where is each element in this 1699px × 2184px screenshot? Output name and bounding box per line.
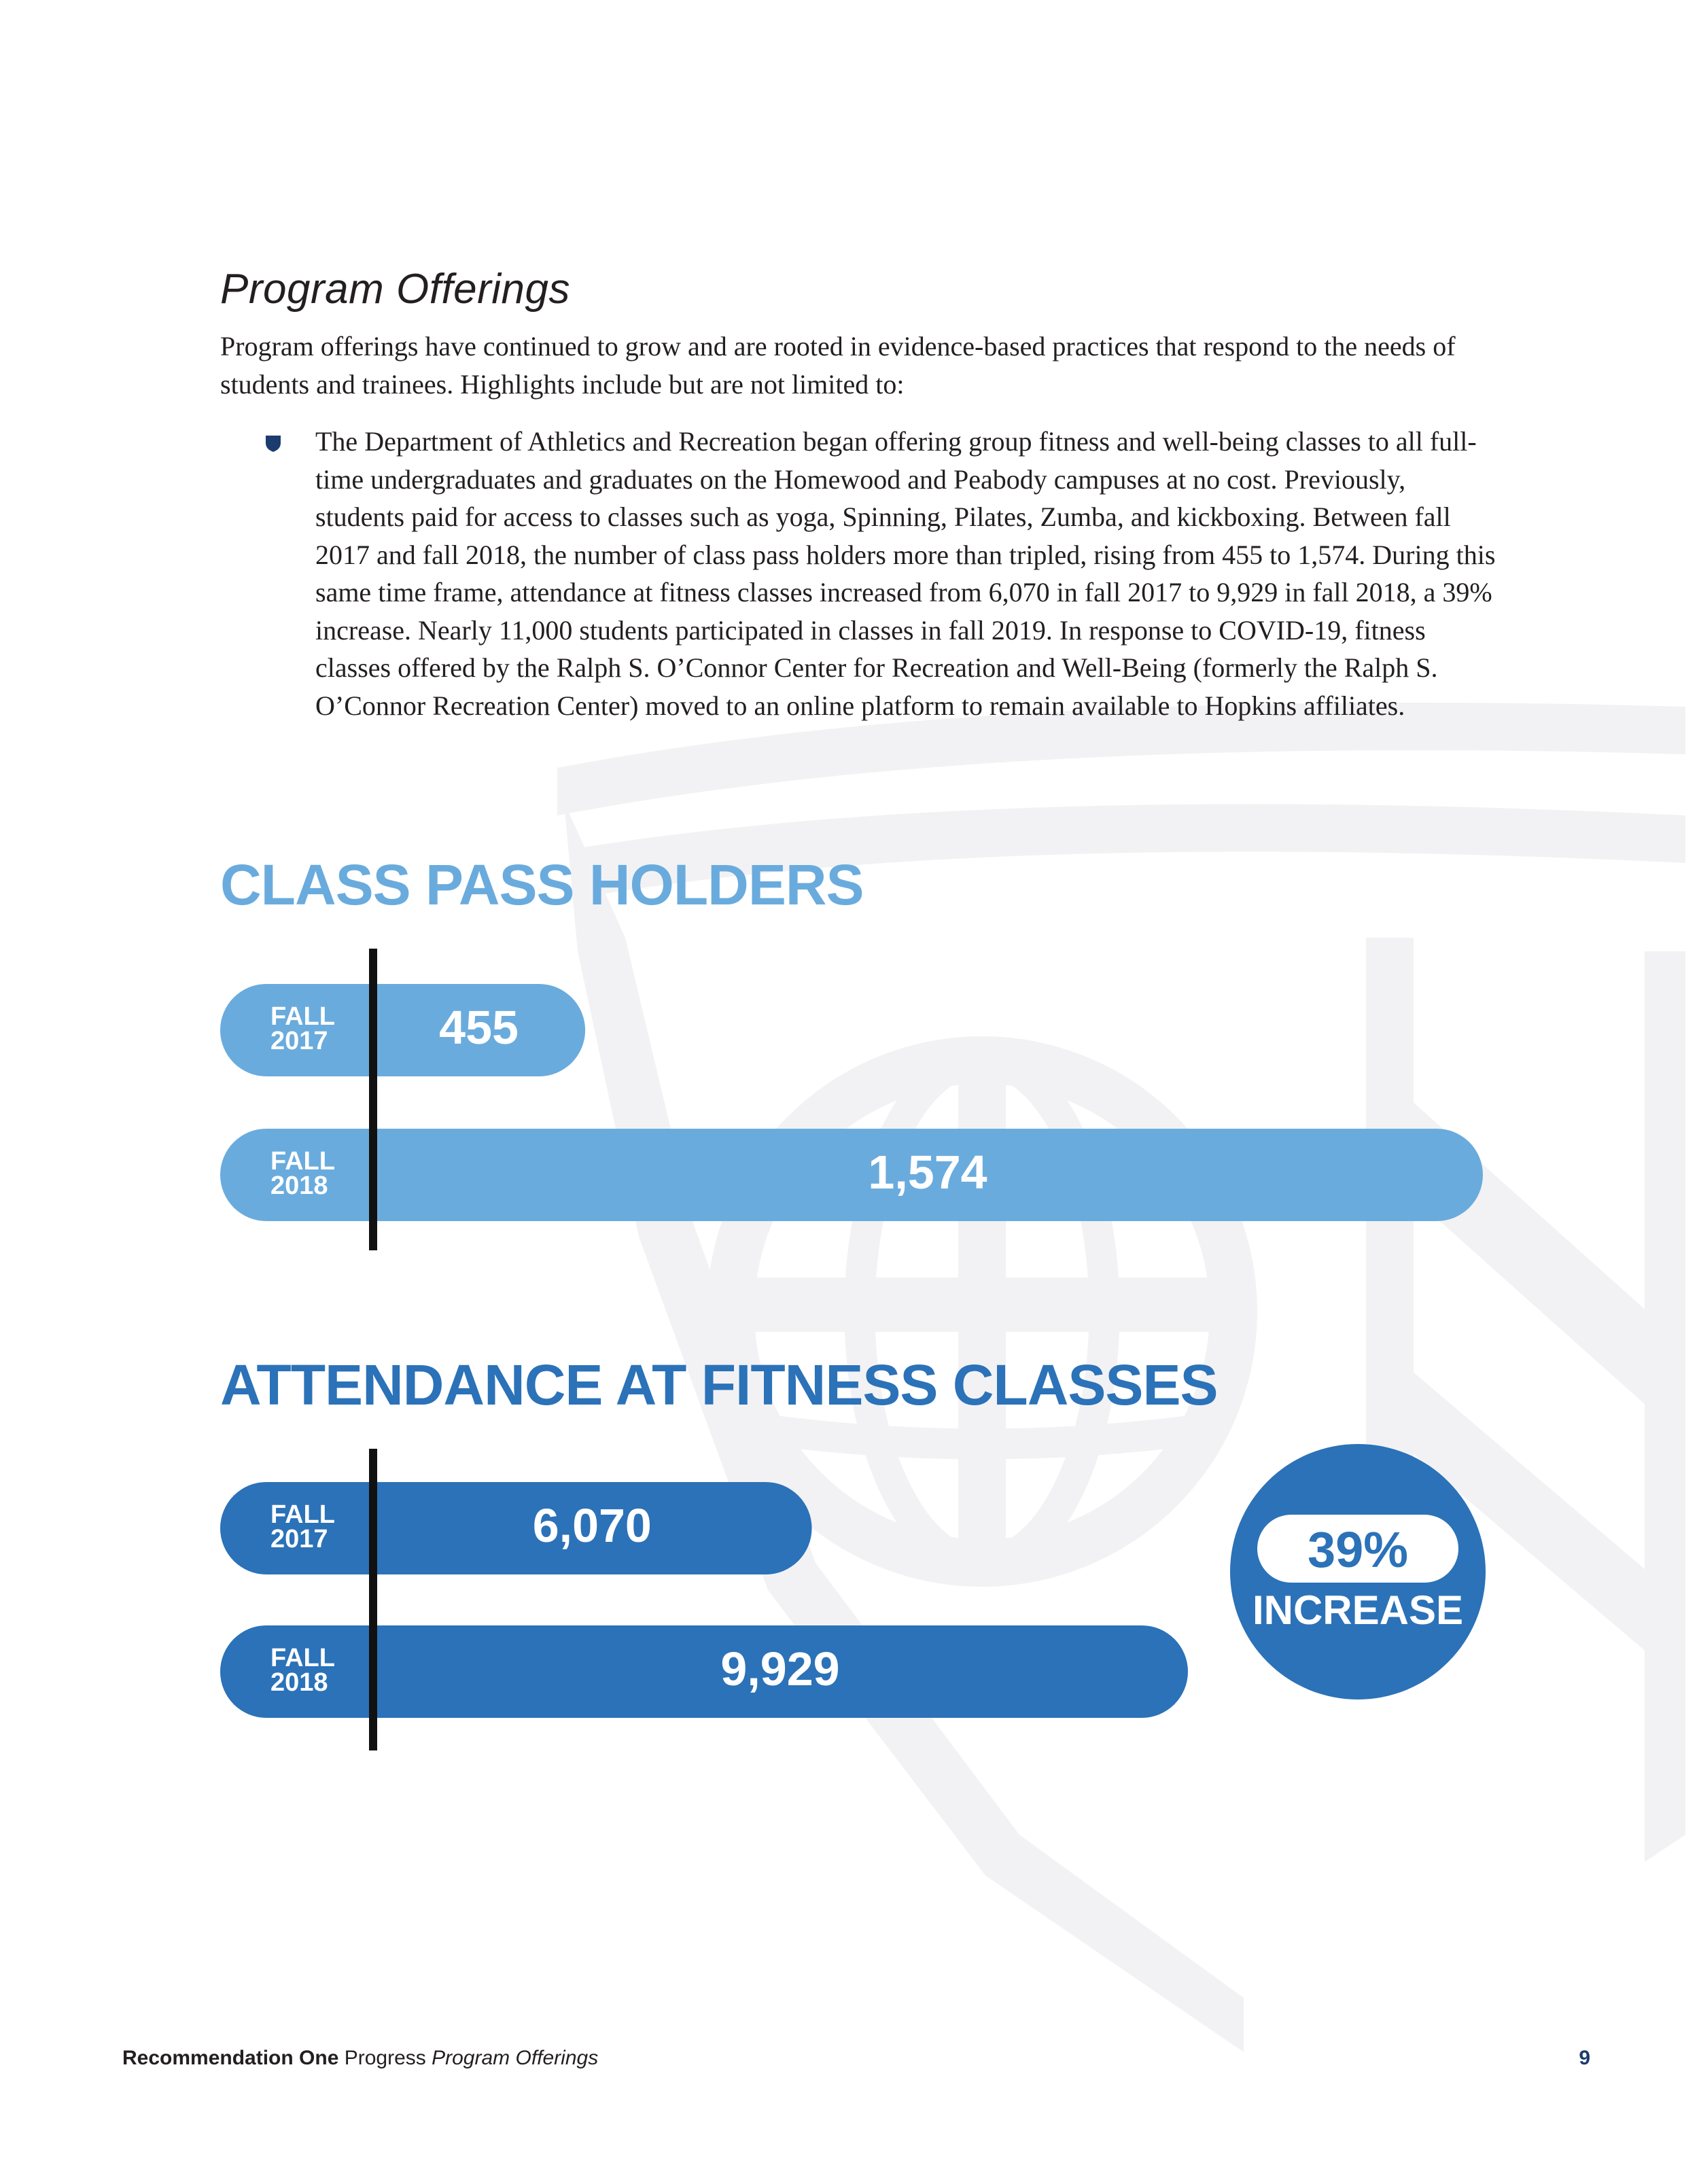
increase-percent: 39% xyxy=(1307,1521,1409,1578)
bar-category-label: 2018 xyxy=(270,1668,328,1697)
attendance-chart-title: ATTENDANCE AT FITNESS CLASSES xyxy=(220,1353,1218,1417)
bar-category-label: FALL xyxy=(270,1147,335,1176)
bar xyxy=(220,1625,1188,1718)
bar-value-label: 6,070 xyxy=(532,1499,652,1552)
footer xyxy=(122,2047,598,2070)
footer-progress: Progress xyxy=(344,2047,426,2069)
bar-category-label: FALL xyxy=(270,1500,335,1529)
bar-value-label: 455 xyxy=(439,1001,519,1054)
bar xyxy=(220,1129,1483,1221)
footer-report-section: Recommendation One xyxy=(122,2047,339,2069)
bar-category-label: FALL xyxy=(270,1002,335,1031)
bar-category-label: 2017 xyxy=(270,1027,328,1055)
bar-value-label: 1,574 xyxy=(868,1146,987,1199)
bar-category-label: 2017 xyxy=(270,1525,328,1553)
bar-value-label: 9,929 xyxy=(720,1642,840,1695)
bullet-text: The Department of Athletics and Recreation began offering group fitness and well-being classes to all full-time undergraduates and graduates on the Homewood and Peabody campuses at no cost. Previously, students paid for access to classes such as yoga, Spinning, Pilates, Zumba, and kickboxing. Between fall 2017 and fall 2018, the number of class pass holders more than tripled, rising from 455 to 1,574. During this same time frame, attendance at fitness classes increased from 6,070 in fall 2017 to 9,929 in fall 2018, a 39% increase. Nearly 11,000 students participated in classes in fall 2019. In response to COVID-19, fitness classes offered by the Ralph S. O’Connor Center for Recreation and Well-Being (formerly the Ralph S. O’Connor Recreation Center) moved to an online platform to remain available to Hopkins affiliates. xyxy=(315,426,1496,721)
intro-paragraph: Program offerings have continued to grow and are rooted in evidence-based practices that respond to the needs of students and trainees. Highlights include but are not limited to: xyxy=(220,331,1456,400)
bar-category-label: 2018 xyxy=(270,1172,328,1200)
bar-category-label: FALL xyxy=(270,1644,335,1672)
footer-topic: Program Offerings xyxy=(432,2047,599,2069)
class-pass-chart-title: CLASS PASS HOLDERS xyxy=(220,853,864,917)
page-number: 9 xyxy=(1579,2047,1590,2069)
increase-label: INCREASE xyxy=(1252,1587,1464,1633)
section-title: Program Offerings xyxy=(220,266,571,313)
